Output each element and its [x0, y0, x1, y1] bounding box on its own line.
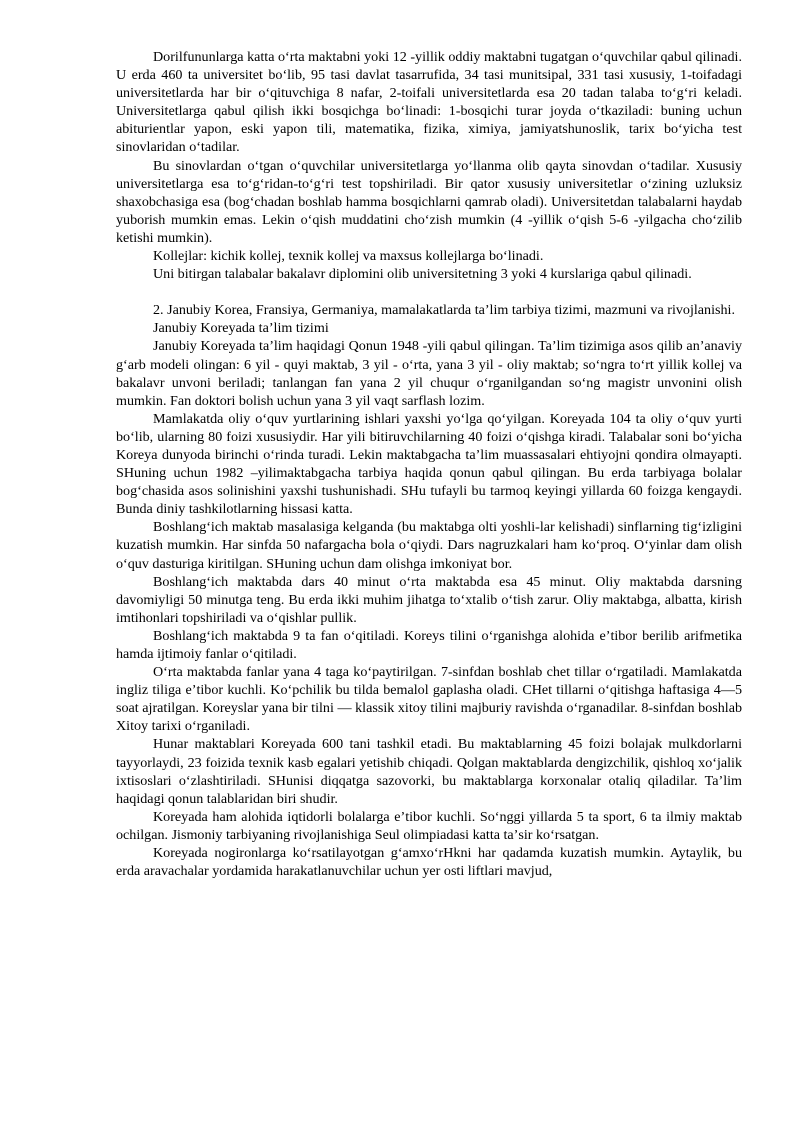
paragraph-higher-education: Mamlakatda oliy oʻquv yurtlarining ishlari yaxshi yoʻlga qoʻyilgan. Koreyada 104 ta oliy oʻquv yurti boʻlib, ularning 80 foizi xususiydir. Har yili bitiruvchilarning 40 foizi oʻqishga kiradi. Talabalar soni boʻyicha Koreya dunyoda birinchi oʻrinda turadi. Lekin maktabgacha taʼlim muassasalari ehtiyojni qondira olmayapti. SHuning uchun 1982 –yilimaktabgacha tarbiya haqida qonun qabul qilingan. Bu erda tarbiyaga bolalar bogʻchasida asos solinishini yaxshi tushunishadi. SHu tufayli bu tarmoq keyingi yillarda 60 foizga kengaydi. Bunda diniy tashkilotlarning hissasi katta. [116, 410, 742, 518]
paragraph-gifted-children: Koreyada ham alohida iqtidorli bolalarga eʼtibor kuchli. Soʻnggi yillarda 5 ta sport, 6 ta ilmiy maktab ochilgan. Jismoniy tarbiyaning rivojlanishiga Seul olimpiadasi katta taʼsir koʻrsatgan. [116, 808, 742, 843]
paragraph-middle-school-languages: Oʻrta maktabda fanlar yana 4 taga koʻpaytirilgan. 7-sinfdan boshlab chet tillar oʻrgatiladi. Mamlakatda ingliz tiliga eʼtibor kuchli. Koʻpchilik bu tilda bemalol gaplasha oladi. CHet tillarni oʻqitishga haftasiga 4—5 soat ajratilgan. Koreyslar yana bir tilni — klassik xitoy tilini majburiy ravishda oʻrganadilar. 8-sinfdan boshlab Xitoy tarixi oʻrganiladi. [116, 664, 742, 735]
paragraph-vocational-schools: Hunar maktablari Koreyada 600 tani tashkil etadi. Bu maktablarning 45 foizi bolajak mulkdorlarni tayyorlaydi, 23 foizida texnik kasb egalari yetishib chiqadi. Qolgan maktablarda dengizchilik, qishloq xoʻjalik ixtisoslari oʻzlashtiriladi. SHunisi diqqatga sazovorki, bu maktablarga korxonalar otaliq qiladilar. Taʼlim haqidagi qonun talablaridan biri shudir. [116, 736, 742, 807]
paragraph-korea-education-law: Janubiy Koreyada taʼlim haqidagi Qonun 1948 -yili qabul qilingan. Taʼlim tizimiga asos qilib anʼanaviy gʻarb modeli olingan: 6 yil - quyi maktab, 3 yil - oʻrta, yana 3 yil - oliy maktab; soʻngra toʻrt yillik kollej va bakalavr unvoni beriladi; tanlangan fan yana 2 yil chuqur oʻrganilgandan soʻng magistr unvonini olish mumkin. Fan doktori bolish uchun yana 3 yil vaqt sarflash lozim. [116, 338, 742, 409]
subheading-korea-education-system: Janubiy Koreyada taʼlim tizimi [153, 320, 329, 337]
paragraph-lesson-duration: Boshlangʻich maktabda dars 40 minut oʻrta maktabda esa 45 minut. Oliy maktabda darsning davomiyligi 50 minutga teng. Bu erda ikki muhim jihatga toʻxtalib oʻtish zarur. Oliy maktabga, albatta, kirish imtihonlari topshiriladi va oʻqishlar pullik. [116, 573, 742, 626]
paragraph-colleges: Kollejlar: kichik kollej, texnik kollej va maxsus kollejlarga boʻlinadi. [153, 248, 544, 265]
paragraph-primary-school-classes: Boshlangʻich maktab masalasiga kelganda (bu maktabga olti yoshli-lar kelishadi) sinflarning tigʻizligini kuzatish mumkin. Har sinfda 50 nafargacha bola oʻqiydi. Dars nagruzkalari ham koʻproq. Oʻyinlar dam olish oʻquv dasturiga kiritilgan. SHuning uchun dam olishga imkoniyat bor. [116, 519, 742, 572]
paragraph-bachelor-graduates: Uni bitirgan talabalar bakalavr diplomini olib universitetning 3 yoki 4 kurslariga qabul qilinadi. [153, 266, 692, 283]
paragraph-primary-subjects: Boshlangʻich maktabda 9 ta fan oʻqitiladi. Koreys tilini oʻrganishga alohida eʼtibor berilib arifmetika hamda ijtimoiy fanlar oʻqitiladi. [116, 627, 742, 662]
paragraph-entrance-tests: Bu sinovlardan oʻtgan oʻquvchilar universitetlarga yoʻllanma olib qayta sinovdan oʻtadilar. Xususiy universitetlarga esa toʻgʻridan-toʻgʻri test topshiriladi. Bir qator xususiy universitetlar oʻzining uzluksiz shaxobchasiga esa (bogʻchadan boshlab hamma bosqichlarni qamrab oladi). Universitetdan talabalarni haydab yuborish mumkin emas. Lekin oʻqish muddatini choʻzish mumkin (4 -yillik oʻqish 5-6 -yilgacha choʻzilib ketishi mumkin). [116, 157, 742, 246]
paragraph-disabled-care: Koreyada nogironlarga koʻrsatilayotgan gʻamxoʻrHkni har qadamda kuzatish mumkin. Aytaylik, bu erda aravachalar yordamida harakatlanuvchilar uchun yer osti liftlari mavjud, [116, 845, 742, 880]
paragraph-universities-admission: Dorilfununlarga katta oʻrta maktabni yoki 12 -yillik oddiy maktabni tugatgan oʻquvchilar qabul qilinadi. U erda 460 ta universitet boʻlib, 95 tasi davlat tasarrufida, 34 tasi munitsipal, 331 tasi xususiy, 1-toifadagi universitetlarda har bir oʻqituvchiga 8 nafar, 2-toifali universitetlarda esa 20 tadan talaba toʻgʻri keladi. Universitetlarga qabul qilish ikki bosqichga boʻlinadi: 1-bosqichi turar joyda oʻtkaziladi: buning uchun abiturientlar yapon, eski yapon tili, matematika, fizika, ximiya, jamiyatshunoslik, tarix boʻyicha test sinovlaridan oʻtadilar. [116, 49, 742, 156]
section-heading-korea-france-germany: 2. Janubiy Korea, Fransiya, Germaniya, mamalakatlarda taʼlim tarbiya tizimi, mazmuni va rivojlanishi. [153, 302, 735, 319]
